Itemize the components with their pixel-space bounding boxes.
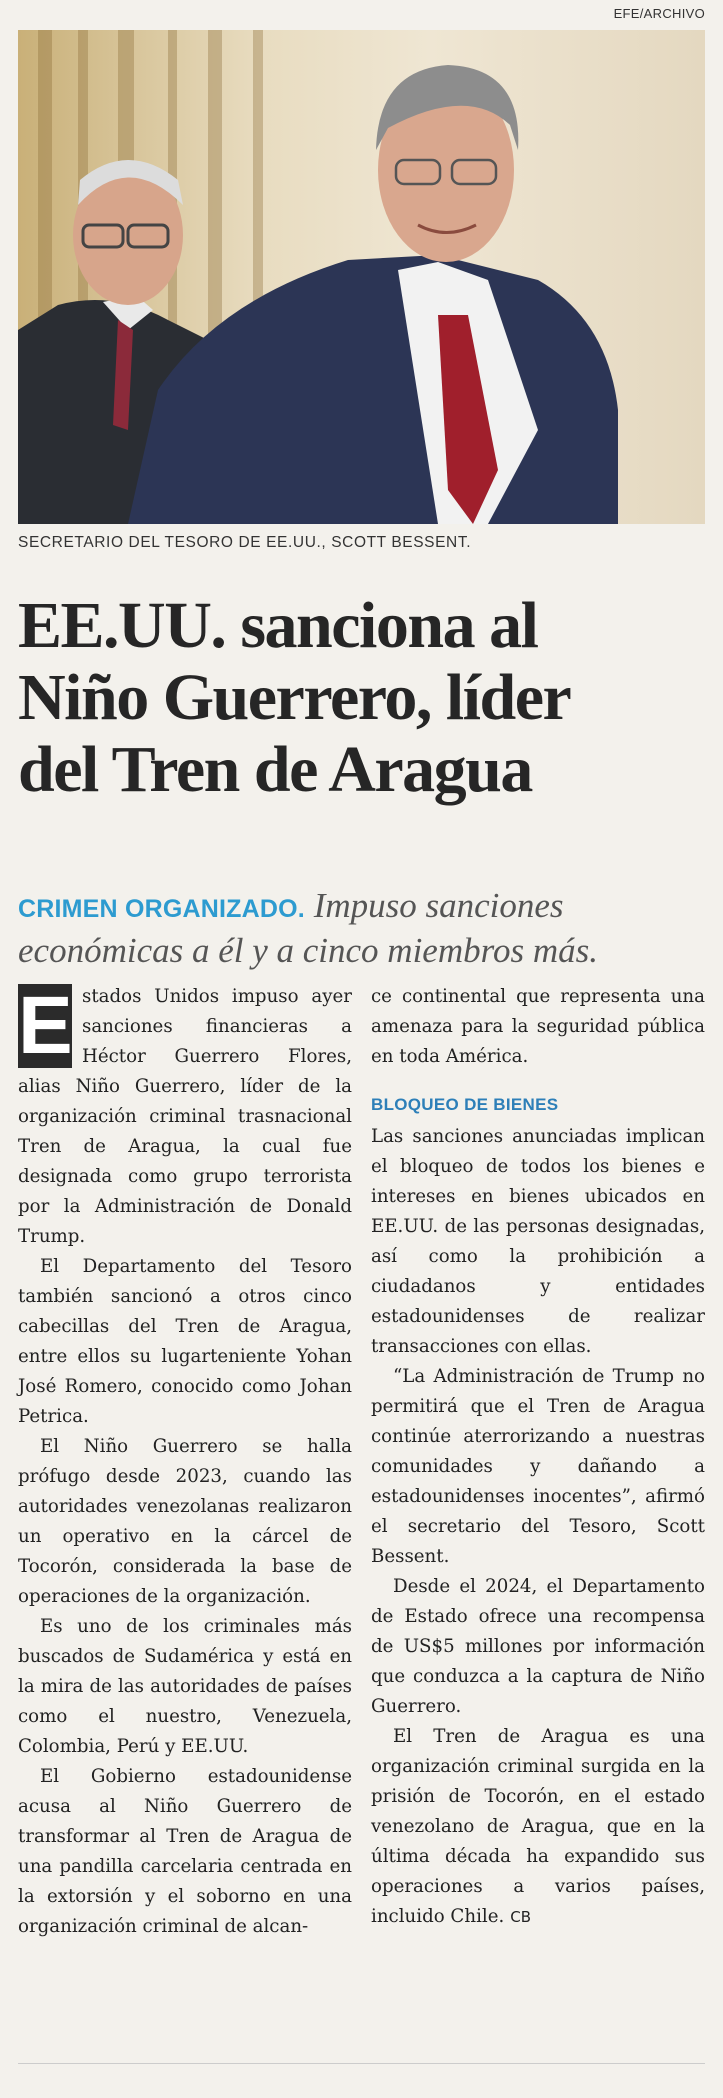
author-initials: CB <box>510 1908 532 1926</box>
paragraph-text: El Tren de Aragua es una organización criminal surgida en la prisión de Tocorón, en el estado venezolano de Aragua, que en la última década ha expandido sus operaciones a varios países, incluido Chile. <box>371 1726 705 1927</box>
paragraph <box>371 1722 705 1932</box>
headline-line-2: Niño Guerrero, líder <box>18 661 571 734</box>
section-subhead: BLOQUEO DE BIENES <box>371 1095 559 1114</box>
article-column-right <box>371 982 705 1932</box>
paragraph: El Gobierno estadounidense acusa al Niño Guerrero de transformar al Tren de Aragua de una pandilla carcelaria centrada en la extorsión y el soborno en una organización criminal de alcan- <box>18 1766 352 1937</box>
deck <box>18 885 708 972</box>
headline-line-3: del Tren de Aragua <box>18 733 532 806</box>
photo-caption: SECRETARIO DEL TESORO DE EE.UU., SCOTT BESSENT. <box>18 534 472 551</box>
paragraph-text: stados Unidos impuso ayer sanciones financieras a Héctor Guerrero Flores, alias Niño Guerrero, líder de la organización criminal trasnacional Tren de Aragua, la cual fue designada como grupo terrorista por la Administración de Donald Trump. <box>18 986 352 1247</box>
paragraph <box>18 982 352 1252</box>
article-body <box>18 982 705 2057</box>
deck-text: Impuso sanciones económicas a él y a cinco miembros más. <box>18 886 598 970</box>
news-photo <box>18 30 705 524</box>
drop-cap: E <box>18 980 73 1071</box>
bottom-rule <box>18 2063 705 2064</box>
headline <box>18 590 708 806</box>
headline-line-1: EE.UU. sanciona al <box>18 589 538 662</box>
paragraph: Las sanciones anunciadas implican el bloqueo de todos los bienes e intereses en bienes ubicados en EE.UU. de las personas designadas, así como la prohibición a ciudadanos y entidades estadounidenses de realizar transacciones con ellas. <box>371 1126 705 1357</box>
photo-credit: EFE/ARCHIVO <box>613 6 705 21</box>
paragraph: Desde el 2024, el Departamento de Estado ofrece una recompensa de US$5 millones por información que conduzca a la captura de Niño Guerrero. <box>371 1576 705 1717</box>
photo-illustration <box>18 30 705 524</box>
paragraph-continuation: ce continental que representa una amenaza para la seguridad pública en toda América. <box>371 986 705 1067</box>
section-kicker: CRIMEN ORGANIZADO. <box>18 895 305 923</box>
paragraph: El Departamento del Tesoro también sancionó a otros cinco cabecillas del Tren de Aragua, entre ellos su lugarteniente Yohan José Romero, conocido como Johan Petrica. <box>18 1256 352 1427</box>
paragraph: El Niño Guerrero se halla prófugo desde 2023, cuando las autoridades venezolanas realizaron un operativo en la cárcel de Tocorón, considerada la base de operaciones de la organización. <box>18 1436 352 1607</box>
paragraph: “La Administración de Trump no permitirá que el Tren de Aragua continúe aterrorizando a nuestras comunidades y dañando a estadounidenses inocentes”, afirmó el secretario del Tesoro, Scott Bessent. <box>371 1366 705 1567</box>
paragraph: Es uno de los criminales más buscados de Sudamérica y está en la mira de las autoridades de países como el nuestro, Venezuela, Colombia, Perú y EE.UU. <box>18 1616 352 1757</box>
article-column-left <box>18 982 352 1942</box>
